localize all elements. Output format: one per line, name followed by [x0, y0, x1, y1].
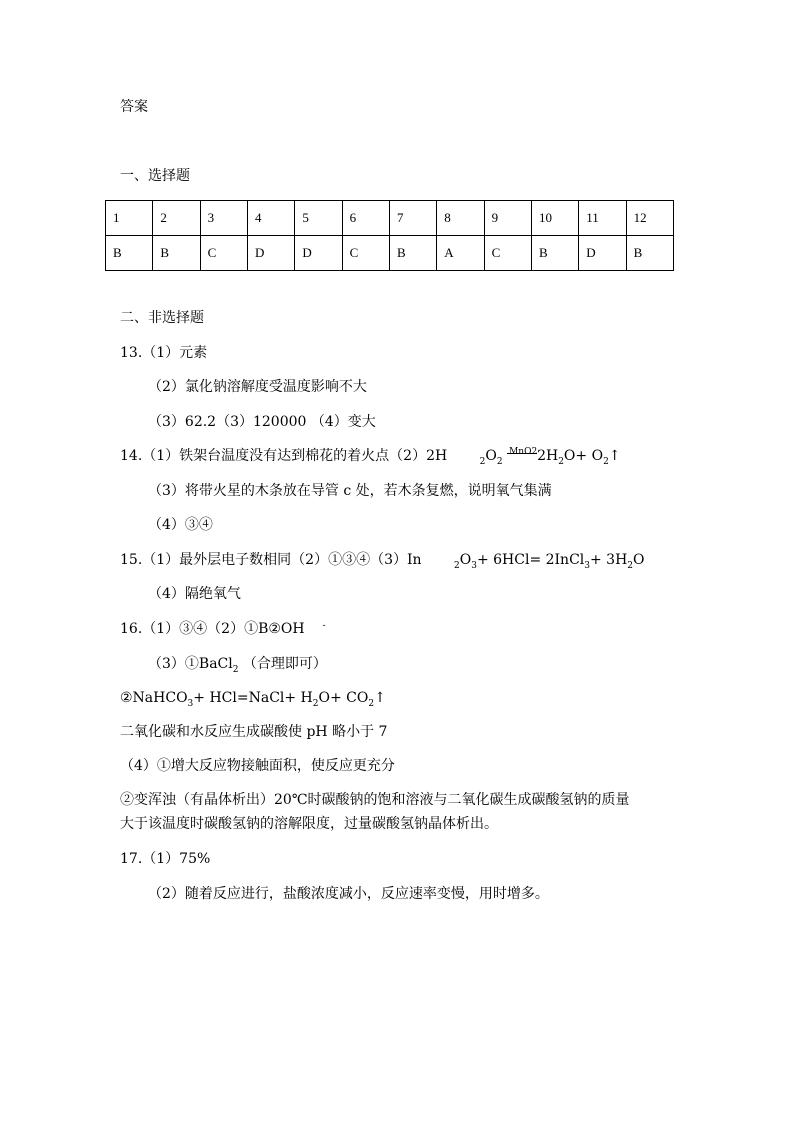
q15-line1: [120, 550, 645, 572]
q13-line1: 13.（1）元素: [120, 345, 208, 361]
subscript: 2: [603, 457, 609, 467]
table-cell: 10: [531, 201, 578, 236]
formula-part: ②NaHCO: [120, 690, 188, 706]
table-cell: C: [342, 236, 389, 271]
table-cell: B: [153, 236, 200, 271]
q15-line2: （4）隔绝氧气: [148, 586, 241, 602]
table-cell: 4: [247, 201, 294, 236]
table-cell: 9: [484, 201, 531, 236]
superscript: -: [322, 621, 326, 631]
subscript: 2: [479, 457, 486, 467]
formula-part: + 3H: [590, 552, 628, 568]
q16-line5: （4）①增大反应物接触面积，使反应更充分: [120, 758, 395, 774]
table-cell: 5: [295, 201, 342, 236]
table-cell: D: [295, 236, 342, 271]
subscript: 2: [627, 561, 634, 571]
table-row-numbers: [106, 201, 674, 236]
formula-part: O: [459, 552, 472, 568]
table-cell: B: [389, 236, 436, 271]
table-cell: 2: [153, 201, 200, 236]
q16-line2-note: （合理即可）: [242, 656, 327, 672]
subscript: 2: [232, 665, 239, 675]
subscript: 2: [558, 457, 564, 467]
table-cell: B: [626, 236, 673, 271]
formula-part: + HCl=NaCl+ H: [193, 690, 313, 706]
table-cell: 11: [579, 201, 626, 236]
q16-line1-text: 16.（1）③④（2）①B②OH: [120, 621, 305, 637]
table-cell: A: [437, 236, 484, 271]
formula-part: + 6HCl= 2InCl: [476, 552, 585, 568]
formula-part: O: [485, 448, 497, 464]
subscript: 3: [471, 561, 477, 571]
formula-part: O+ CO: [318, 690, 369, 706]
catalyst-label: MnO2: [509, 447, 538, 457]
table-cell: 1: [106, 201, 153, 236]
q16-line6: ②变浑浊（有晶体析出）20℃时碳酸钠的饱和溶液与二氧化碳生成碳酸氢钠的质量: [120, 792, 630, 808]
subscript: 2: [454, 561, 460, 571]
gas-arrow-icon: ↑: [608, 448, 621, 464]
table-cell: 3: [200, 201, 247, 236]
table-cell: D: [247, 236, 294, 271]
table-cell: 12: [626, 201, 673, 236]
subscript: 2: [312, 699, 319, 709]
table-row-answers: [106, 236, 674, 271]
table-cell: 7: [389, 201, 436, 236]
formula-part: （3）①BaCl: [148, 656, 233, 672]
formula-part: O+ O: [563, 448, 604, 464]
page-title: 答案: [120, 99, 148, 115]
answer-table: [105, 200, 674, 271]
q16-line1: [120, 619, 326, 641]
formula-part: 2H: [537, 448, 559, 464]
subscript: 3: [584, 561, 590, 571]
q14-line1: [120, 446, 621, 468]
table-cell: C: [200, 236, 247, 271]
q16-line3: [120, 688, 386, 710]
q17-line2: （2）随着反应进行，盐酸浓度减小，反应速率变慢，用时增多。: [148, 886, 549, 902]
q14-line2: （3）将带火星的木条放在导管 c 处，若木条复燃，说明氧气集满: [148, 483, 552, 499]
table-cell: B: [106, 236, 153, 271]
q13-line3: （3）62.2（3）120000 （4）变大: [148, 414, 376, 430]
q14-line1-text: 14.（1）铁架台温度没有达到棉花的着火点（2）2H: [120, 448, 448, 464]
gas-arrow-icon: ↑: [374, 690, 386, 706]
q16-line2: [148, 654, 327, 676]
table-cell: B: [531, 236, 578, 271]
section-heading-nonchoice: 二、非选择题: [120, 310, 204, 326]
formula-part: O: [633, 552, 645, 568]
table-cell: 6: [342, 201, 389, 236]
q16-line4: 二氧化碳和水反应生成碳酸使 pH 略小于 7: [120, 724, 388, 740]
section-heading-choice: 一、选择题: [120, 168, 190, 184]
q15-line1-text: 15.（1）最外层电子数相同（2）①③④（3）In: [120, 552, 422, 568]
table-cell: C: [484, 236, 531, 271]
subscript: 3: [187, 699, 194, 709]
q13-line2: （2）氯化钠溶解度受温度影响不大: [148, 379, 367, 395]
q17-line1: 17.（1）75%: [120, 851, 211, 867]
table-cell: D: [579, 236, 626, 271]
q14-line3: （4）③④: [148, 517, 213, 533]
table-cell: 8: [437, 201, 484, 236]
q16-line7: 大于该温度时碳酸氢钠的溶解限度，过量碳酸氢钠晶体析出。: [120, 816, 498, 832]
subscript: 2: [368, 699, 375, 709]
subscript: 2: [496, 457, 503, 467]
